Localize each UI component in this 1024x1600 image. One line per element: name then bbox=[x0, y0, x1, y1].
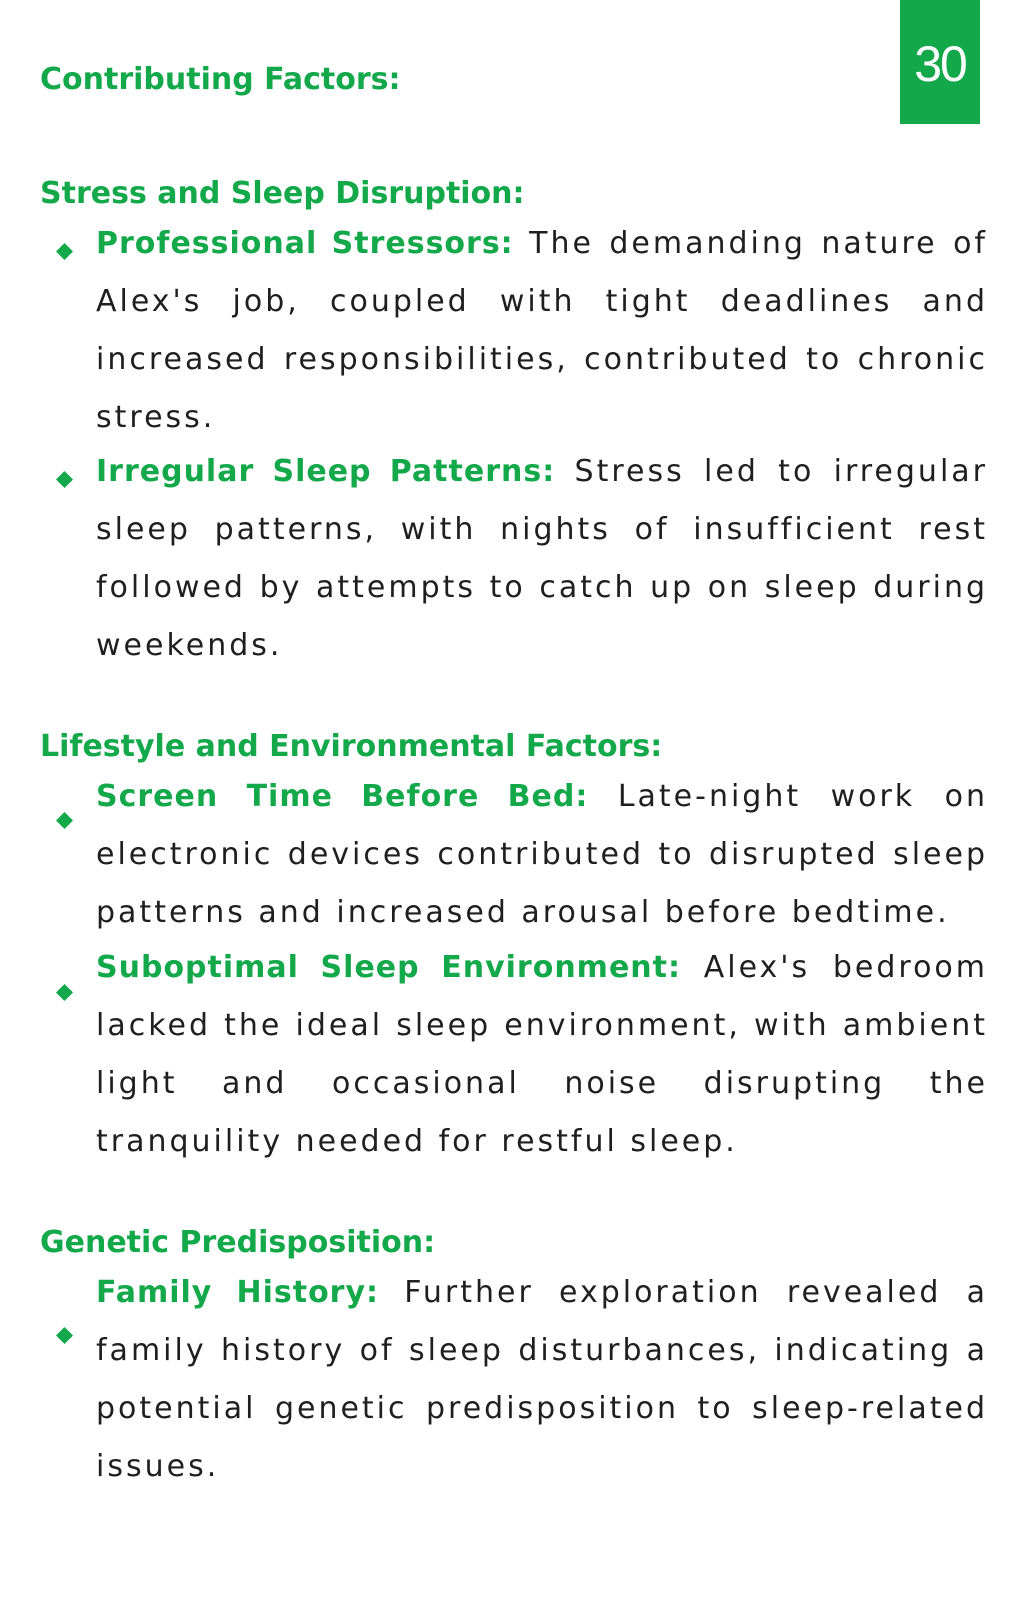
diamond-bullet-icon bbox=[56, 471, 73, 488]
item-text: Stress led to irregular sleep patterns, with nights of insufficient rest followed by attempts to catch up on sleep during weekends. bbox=[96, 454, 988, 663]
item-text: Alex's bedroom lacked the ideal sleep environment, with ambient light and occasional noise disrupting the tranquility needed for restful sleep. bbox=[96, 950, 988, 1159]
list-item-irregular-sleep-patterns bbox=[96, 443, 988, 675]
page-number-badge: 30 bbox=[900, 0, 980, 124]
diamond-bullet-icon bbox=[56, 812, 73, 829]
item-term: Irregular Sleep Patterns: bbox=[96, 454, 556, 489]
item-text: Late-night work on electronic devices contributed to disrupted sleep patterns and increased arousal before bedtime. bbox=[96, 779, 988, 930]
section-heading-genetic: Genetic Predisposition: bbox=[40, 1225, 436, 1260]
list-item-professional-stressors bbox=[96, 215, 988, 447]
list-item-family-history bbox=[96, 1264, 988, 1496]
list-item-sleep-environment bbox=[96, 939, 988, 1171]
section-heading-lifestyle: Lifestyle and Environmental Factors: bbox=[40, 729, 663, 764]
item-term: Professional Stressors: bbox=[96, 226, 514, 261]
item-term: Family History: bbox=[96, 1275, 380, 1310]
diamond-bullet-icon bbox=[56, 1327, 73, 1344]
list-item-screen-time bbox=[96, 768, 988, 942]
section-heading-stress: Stress and Sleep Disruption: bbox=[40, 176, 525, 211]
item-term: Screen Time Before Bed: bbox=[96, 779, 589, 814]
item-text: The demanding nature of Alex's job, coupled with tight deadlines and increased responsibilities, contributed to chronic stress. bbox=[96, 226, 988, 435]
diamond-bullet-icon bbox=[56, 984, 73, 1001]
item-text: Further exploration revealed a family history of sleep disturbances, indicating a potential genetic predisposition to sleep-related issues. bbox=[96, 1275, 988, 1484]
diamond-bullet-icon bbox=[56, 243, 73, 260]
page-title: Contributing Factors: bbox=[40, 62, 401, 97]
item-term: Suboptimal Sleep Environment: bbox=[96, 950, 681, 985]
